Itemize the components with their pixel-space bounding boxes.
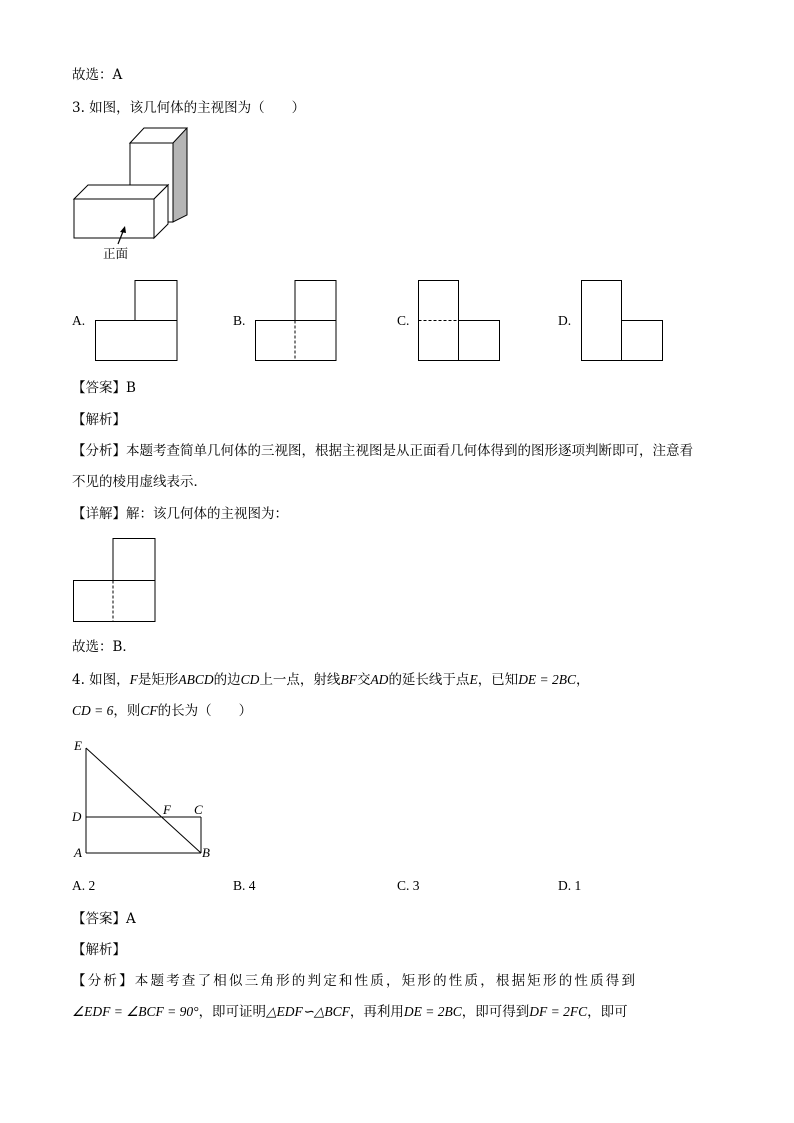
- q4-rectangle-figure: [70, 738, 220, 864]
- q3-option-b-label: B.: [233, 313, 246, 328]
- q3-option-c-label: C.: [397, 313, 410, 328]
- q3-answer: 【答案】B: [72, 380, 136, 396]
- q3-analysis-title: 【解析】: [72, 412, 126, 428]
- point-b-label: B: [202, 845, 210, 860]
- q4-analysis-line1: 【分析】本题考查了相似三角形的判定和性质，矩形的性质，根据矩形的性质得到: [72, 973, 638, 989]
- q3-option-a-label: A.: [72, 313, 86, 328]
- q4-analysis-title: 【解析】: [72, 942, 126, 958]
- q3-option-d-figure: [581, 280, 665, 362]
- low-block-front: [74, 199, 154, 238]
- front-label: 正面: [103, 246, 129, 261]
- q3-analysis-line1: 【分析】本题考查简单几何体的三视图，根据主视图是从正面看几何体得到的图形逐项判断即可，注意看: [72, 443, 693, 459]
- q4-answer: 【答案】A: [72, 911, 136, 927]
- q3-stem: 3. 如图，该几何体的主视图为（ ）: [72, 100, 306, 116]
- q4-stem-line2: CD = 6，则CF的长为（ ）: [72, 703, 253, 719]
- q3-option-b-figure: [255, 280, 339, 362]
- q3-conclusion: 故选：B．: [72, 639, 136, 655]
- q2-answer-line: 故选：A: [72, 67, 123, 83]
- q4-option-a: A. 2: [72, 878, 96, 893]
- q3-analysis-line2: 不见的棱用虚线表示．: [72, 474, 207, 490]
- low-block-top: [74, 185, 168, 199]
- point-c-label: C: [194, 802, 203, 817]
- q4-option-d: D. 1: [558, 878, 582, 893]
- q4-analysis-line2: ∠EDF = ∠BCF = 90°，即可证明△EDF∽△BCF，再利用DE = 2BC，即可得到DF = 2FC，即可: [72, 1004, 628, 1020]
- segment-eb: [86, 748, 201, 853]
- point-d-label: D: [72, 809, 82, 824]
- q4-option-b: B. 4: [233, 878, 256, 893]
- q3-option-c-figure: [418, 280, 502, 362]
- point-f-label: F: [163, 802, 171, 817]
- tall-block-side: [173, 128, 187, 222]
- q4-option-c: C. 3: [397, 878, 420, 893]
- q4-stem-line1: 4. 如图，F是矩形ABCD的边CD上一点，射线BF交AD的延长线于点E，已知DE = 2BC，: [72, 672, 590, 688]
- q3-detail: 【详解】解：该几何体的主视图为：: [72, 506, 288, 522]
- point-e-label: E: [74, 738, 82, 753]
- q3-option-a-figure: [95, 280, 179, 362]
- q3-solid-figure: [70, 128, 200, 268]
- q3-option-d-label: D.: [558, 313, 572, 328]
- point-a-label: A: [74, 845, 82, 860]
- q3-solution-figure: [73, 538, 159, 624]
